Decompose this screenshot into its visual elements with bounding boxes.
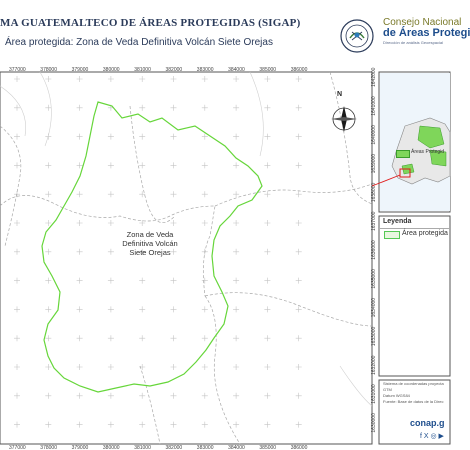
- area-label: [100, 230, 200, 257]
- x-tick-label: 378000: [40, 445, 57, 450]
- x-tick-label: 379000: [71, 445, 89, 450]
- inset-legend-swatch: [396, 150, 410, 158]
- x-tick-label: 377000: [9, 67, 26, 73]
- logo-line-1: Consejo Nacional: [383, 17, 462, 28]
- x-tick-label: 385000: [259, 67, 277, 73]
- x-tick-label: 379000: [71, 67, 89, 73]
- legend-title: Leyenda: [383, 218, 412, 225]
- info-line: Sistema de coordenadas proyecta: [383, 381, 444, 386]
- social-icons[interactable]: f X ◎ ▶: [420, 433, 444, 440]
- x-tick-label: 381000: [134, 67, 151, 73]
- y-tick-label: 1637000: [371, 211, 377, 231]
- y-tick-label: 1642000: [371, 67, 377, 87]
- x-tick-label: 386000: [290, 445, 308, 450]
- info-block: [383, 381, 444, 405]
- x-tick-label: 386000: [290, 67, 308, 73]
- legend-swatch: [384, 231, 400, 239]
- x-tick-label: 382000: [165, 445, 183, 450]
- x-tick-label: 384000: [228, 445, 245, 450]
- x-tick-label: 378000: [40, 67, 57, 73]
- guatemala-seal-icon: [339, 18, 375, 54]
- y-tick-label: 1631000: [371, 384, 377, 404]
- y-tick-label: 1633000: [371, 326, 377, 347]
- y-tick-label: 1632000: [371, 355, 377, 375]
- x-tick-label: 382000: [165, 67, 183, 73]
- area-label-line-3: Siete Orejas: [129, 248, 171, 257]
- conap-logo: [383, 17, 470, 45]
- y-tick-label: 1640000: [371, 125, 377, 145]
- map-subtitle: Área protegida: Zona de Veda Definitiva Volcán Siete Orejas: [5, 37, 273, 48]
- y-tick-label: 1635000: [371, 269, 377, 289]
- info-line: Datum WGS84: [383, 393, 410, 398]
- area-label-line-1: Zona de Veda: [126, 230, 174, 239]
- north-label: N: [337, 91, 343, 98]
- x-tick-label: 380000: [102, 67, 120, 73]
- x-tick-label: 383000: [196, 67, 214, 73]
- logo-line-2: de Áreas Protegi: [383, 27, 470, 39]
- inset-map: [372, 73, 450, 211]
- y-tick-label: 1638000: [371, 182, 377, 203]
- x-tick-label: 383000: [196, 445, 214, 450]
- info-line: Fuente: Base de datos de la Direc: [383, 399, 444, 404]
- map-title: MA GUATEMALTECO DE ÁREAS PROTEGIDAS (SIGAP): [0, 17, 301, 29]
- x-tick-label: 381000: [134, 445, 151, 450]
- y-tick-label: 1630000: [371, 413, 377, 433]
- header: [0, 0, 470, 66]
- inset-legend-label: Áreas Protegid: [411, 149, 445, 155]
- conap-website-link[interactable]: conap.g: [410, 418, 445, 428]
- area-label-line-2: Definitiva Volcán: [122, 239, 178, 248]
- x-tick-label: 377000: [9, 445, 26, 450]
- legend-item-label: Área protegida: [402, 230, 448, 237]
- x-tick-label: 380000: [102, 445, 120, 450]
- y-tick-label: 1636000: [371, 240, 377, 260]
- y-tick-label: 1639000: [371, 153, 377, 174]
- legend-divider: [380, 228, 450, 229]
- info-line: GTM: [383, 387, 392, 392]
- logo-line-3: Dirección de análisis Geoespacial: [383, 40, 444, 45]
- x-tick-label: 384000: [228, 67, 245, 73]
- y-tick-label: 1634000: [371, 297, 377, 318]
- x-tick-label: 385000: [259, 445, 277, 450]
- y-tick-label: 1641000: [371, 96, 377, 116]
